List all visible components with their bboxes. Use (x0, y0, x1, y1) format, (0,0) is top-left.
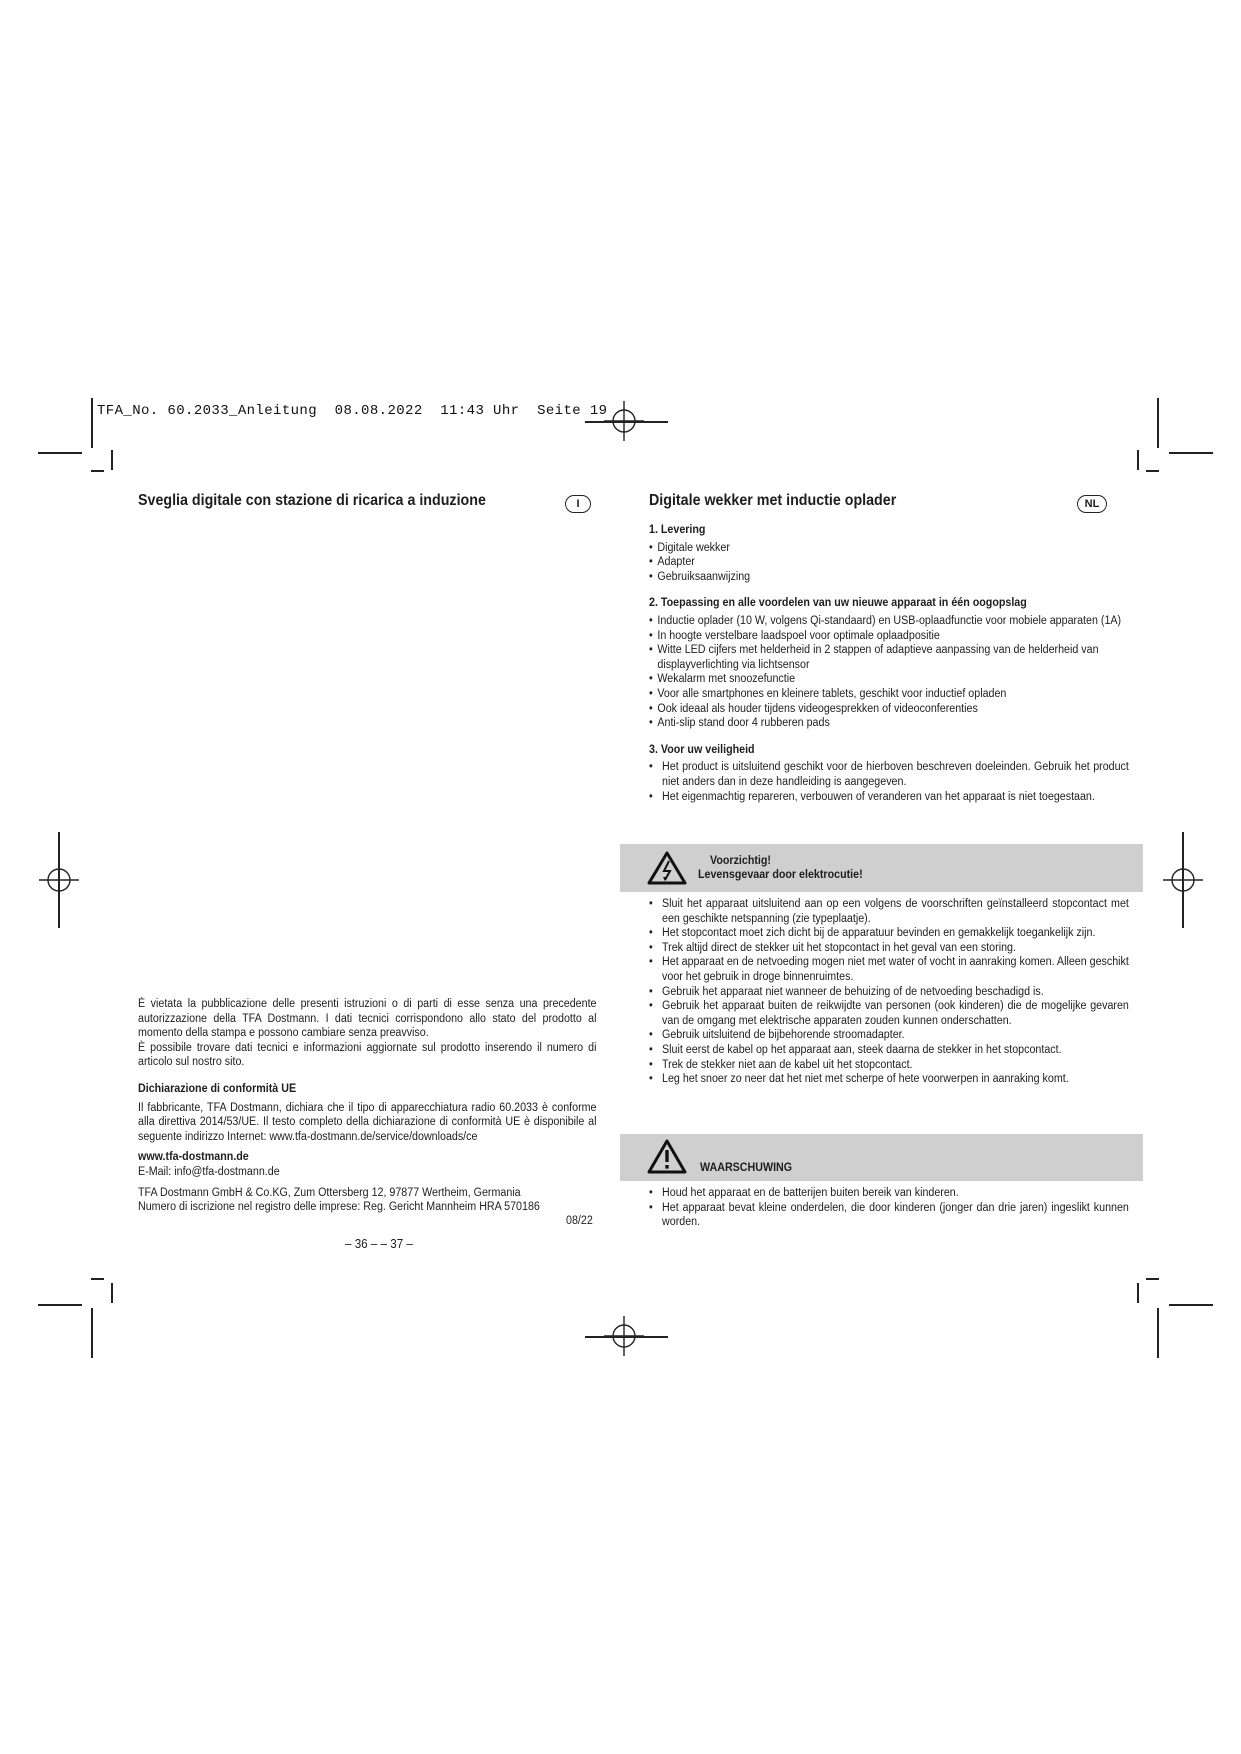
features-list (649, 614, 1129, 731)
list-item: • Sluit het apparaat uitsluitend aan op een volgens de voorschriften geïnstalleerd stopcontact met een geschikte netspanning (zie typeplaatje). (649, 897, 1129, 926)
list-item: • Gebruik het apparaat niet wanneer de behuizing of de netvoeding beschadigd is. (649, 985, 1129, 1000)
section-heading-safety: 3. Voor uw veiligheid (649, 743, 755, 756)
list-item: • Adapter (649, 555, 1129, 570)
crop-mark (38, 1304, 82, 1306)
delivery-list (649, 541, 1129, 585)
warning-box (620, 1134, 1143, 1181)
section-heading-features: 2. Toepassing en alle voordelen van uw nieuwe apparaat in één oogopslag (649, 597, 1027, 610)
crop-mark (38, 452, 82, 454)
page-title-dutch: Digitale wekker met inductie oplader (649, 492, 897, 509)
list-item: • Gebruiksaanwijzing (649, 570, 1129, 585)
crop-mark (1169, 1304, 1213, 1306)
list-item: • Witte LED cijfers met helderheid in 2 stappen of adaptieve aanpassing van de helderheid van displayverlichting via lichtsensor (649, 643, 1129, 672)
list-item: • Het apparaat bevat kleine onderdelen, die door kinderen (jonger dan drie jaren) ingeslikt kunnen worden. (649, 1201, 1129, 1230)
list-item: • Anti-slip stand door 4 rubberen pads (649, 716, 1129, 731)
list-item: • Sluit eerst de kabel op het apparaat aan, steek daarna de stekker in het stopcontact. (649, 1043, 1129, 1058)
language-badge-nl: NL (1077, 495, 1107, 513)
registration-line (1182, 832, 1184, 928)
electric-shock-warning-icon (646, 850, 688, 891)
list-item: • Ook ideaal als houder tijdens videogesprekken of videoconferenties (649, 702, 1129, 717)
list-item: • Het product is uitsluitend geschikt voor de hierboven beschreven doeleinden. Gebruik het product niet anders dan in deze handleiding is aangegeven. (649, 760, 1129, 789)
list-item: • Wekalarm met snoozefunctie (649, 672, 1129, 687)
list-item: • Trek de stekker niet aan de kabel uit het stopcontact. (649, 1058, 1129, 1073)
right-column-top (649, 523, 1129, 804)
list-item: • Digitale wekker (649, 541, 1129, 556)
list-item: • Leg het snoer zo neer dat het niet met scherpe of hete voorwerpen in aanraking komt. (649, 1072, 1129, 1087)
crop-mark (91, 1278, 104, 1280)
product-info-notice: È possibile trovare dati tecnici e informazioni aggiornate sul prodotto inserendo il numero di articolo sul nostro sito. (138, 1041, 597, 1069)
list-item: • Het stopcontact moet zich dicht bij de apparatuur bevinden en gemakkelijk toegankelijk zijn. (649, 926, 1129, 941)
list-item: • Gebruik uitsluitend de bijbehorende stroomadapter. (649, 1028, 1129, 1043)
company-address: TFA Dostmann GmbH & Co.KG, Zum Ottersberg 12, 97877 Wertheim, Germania (138, 1186, 521, 1199)
website-link[interactable]: www.tfa-dostmann.de (138, 1151, 249, 1164)
list-item: • Voor alle smartphones en kleinere tablets, geschikt voor inductief opladen (649, 687, 1129, 702)
print-slug: TFA_No. 60.2033_Anleitung 08.08.2022 11:43 Uhr Seite 19 (97, 403, 608, 419)
page-numbers: – 36 – – 37 – (345, 1237, 413, 1251)
crop-mark (1137, 450, 1139, 470)
publication-notice: È vietata la pubblicazione delle presenti istruzioni o di parti di esse senza una precedente autorizzazione della TFA Dostmann. I dati tecnici corrispondono allo stato del prodotto al momento della stampa e possono cambiare senza preavviso. (138, 998, 597, 1040)
right-column-middle (649, 897, 1129, 1087)
caution-subtitle: Levensgevaar door elektrocutie! (698, 869, 863, 881)
list-item: • Het eigenmachtig repareren, verbouwen of veranderen van het apparaat is niet toegestaan. (649, 790, 1129, 805)
warning-list (649, 1186, 1129, 1230)
crop-mark (1157, 1308, 1159, 1358)
registration-target-icon (604, 1316, 644, 1356)
conformity-heading: Dichiarazione di conformità UE (138, 1082, 297, 1095)
crop-mark (111, 1283, 113, 1303)
registration-target-icon (604, 401, 644, 441)
list-item: • Houd het apparaat en de batterijen buiten bereik van kinderen. (649, 1186, 1129, 1201)
registration-line (58, 832, 60, 928)
section-heading-delivery: 1. Levering (649, 524, 706, 536)
crop-mark (1137, 1283, 1139, 1303)
date-code: 08/22 (566, 1215, 593, 1227)
list-item: • Trek altijd direct de stekker uit het stopcontact in het geval van een storing. (649, 941, 1129, 956)
list-item: • Gebruik het apparaat buiten de reikwijdte van personen (ook kinderen) die de mogelijke gevaren van de omgang met elektrische apparaten zouden kunnen onderschatten. (649, 999, 1129, 1028)
crop-mark (1146, 470, 1159, 472)
email-address[interactable]: E-Mail: info@tfa-dostmann.de (138, 1165, 280, 1178)
right-column-bottom (649, 1186, 1129, 1230)
caution-title: Voorzichtig! (710, 855, 772, 867)
conformity-text: Il fabbricante, TFA Dostmann, dichiara che il tipo di apparecchiatura radio 60.2033 è conforme alla direttiva 2014/53/UE. Il testo completo della dichiarazione di conformità UE è disponibile al seguente indirizzo Internet: www.tfa-dostmann.de/service/downloads/ce (138, 1101, 597, 1143)
crop-mark (1157, 398, 1159, 448)
crop-mark (91, 470, 104, 472)
list-item: • In hoogte verstelbare laadspoel voor optimale oplaadpositie (649, 629, 1129, 644)
safety-list (649, 760, 1129, 804)
company-register: Numero di iscrizione nel registro delle imprese: Reg. Gericht Mannheim HRA 570186 (138, 1201, 540, 1214)
crop-mark (91, 398, 93, 448)
caution-box (620, 844, 1143, 892)
crop-mark (1146, 1278, 1159, 1280)
crop-mark (91, 1308, 93, 1358)
crop-mark (111, 450, 113, 470)
language-badge-i: I (565, 495, 591, 513)
caution-list (649, 897, 1129, 1087)
warning-title: WAARSCHUWING (700, 1162, 793, 1174)
crop-mark (1169, 452, 1213, 454)
left-legal-column (138, 997, 596, 1215)
list-item: • Het apparaat en de netvoeding mogen niet met water of vocht in aanraking komen. Alleen geschikt voor het gebruik in droge binnenruimtes. (649, 955, 1129, 984)
warning-exclamation-icon (646, 1138, 688, 1181)
page-title-italian: Sveglia digitale con stazione di ricarica a induzione (138, 492, 486, 509)
list-item: • Inductie oplader (10 W, volgens Qi-standaard) en USB-oplaadfunctie voor mobiele apparaten (1A) (649, 614, 1129, 629)
